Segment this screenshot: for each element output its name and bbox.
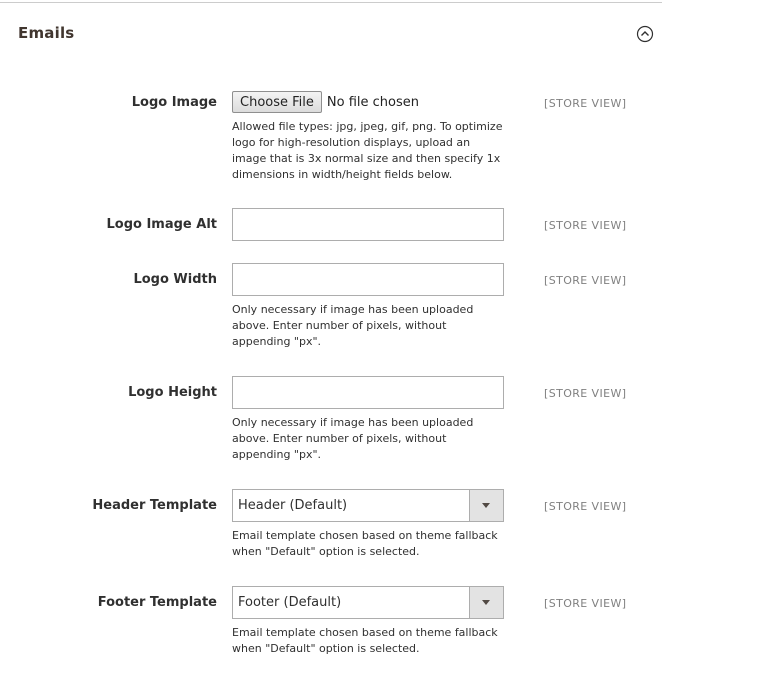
logo-height-note: Only necessary if image has been uploaded above. Enter number of pixels, without appending "px". [232, 416, 474, 461]
footer-template-note: Email template chosen based on theme fallback when "Default" option is selected. [232, 626, 498, 655]
scope-label: [STORE VIEW] [544, 597, 627, 610]
section-divider [0, 2, 662, 3]
header-template-selected: Header (Default) [238, 498, 348, 513]
footer-template-control [232, 586, 504, 657]
logo-image-alt-label: Logo Image Alt [106, 217, 217, 232]
scope-label: [STORE VIEW] [544, 219, 627, 232]
scope-label: [STORE VIEW] [544, 500, 627, 513]
chevron-down-icon [482, 503, 490, 508]
dropdown-toggle[interactable] [469, 587, 503, 618]
dropdown-toggle[interactable] [469, 490, 503, 521]
footer-template-selected: Footer (Default) [238, 595, 342, 610]
logo-width-label: Logo Width [133, 272, 217, 287]
scope-label: [STORE VIEW] [544, 274, 627, 287]
footer-template-label: Footer Template [97, 595, 217, 610]
choose-file-button[interactable]: Choose File [232, 91, 322, 113]
logo-image-alt-input[interactable] [232, 208, 504, 241]
file-input[interactable] [232, 91, 504, 113]
logo-height-input[interactable] [232, 376, 504, 409]
chevron-up-circle-icon[interactable] [636, 25, 654, 43]
scope-label: [STORE VIEW] [544, 97, 627, 110]
logo-width-note: Only necessary if image has been uploaded above. Enter number of pixels, without appending "px". [232, 303, 474, 348]
logo-width-control [232, 263, 504, 350]
logo-image-label: Logo Image [131, 95, 217, 110]
file-status-text: No file chosen [326, 94, 419, 110]
header-template-note: Email template chosen based on theme fallback when "Default" option is selected. [232, 529, 498, 558]
footer-template-select[interactable] [232, 586, 504, 619]
logo-image-note: Allowed file types: jpg, jpeg, gif, png. To optimize logo for high-resolution displays, upload an image that is 3x normal size and then specify 1x dimensions in width/height fields below. [232, 120, 503, 181]
scope-label: [STORE VIEW] [544, 387, 627, 400]
logo-image-control [232, 91, 504, 183]
header-template-control [232, 489, 504, 560]
header-template-label: Header Template [92, 498, 217, 513]
logo-image-alt-control [232, 208, 504, 241]
logo-height-label: Logo Height [128, 385, 217, 400]
emails-section-header[interactable] [18, 22, 662, 48]
chevron-down-icon [482, 600, 490, 605]
header-template-select[interactable] [232, 489, 504, 522]
logo-height-control [232, 376, 504, 463]
section-title: Emails [18, 24, 75, 42]
logo-width-input[interactable] [232, 263, 504, 296]
